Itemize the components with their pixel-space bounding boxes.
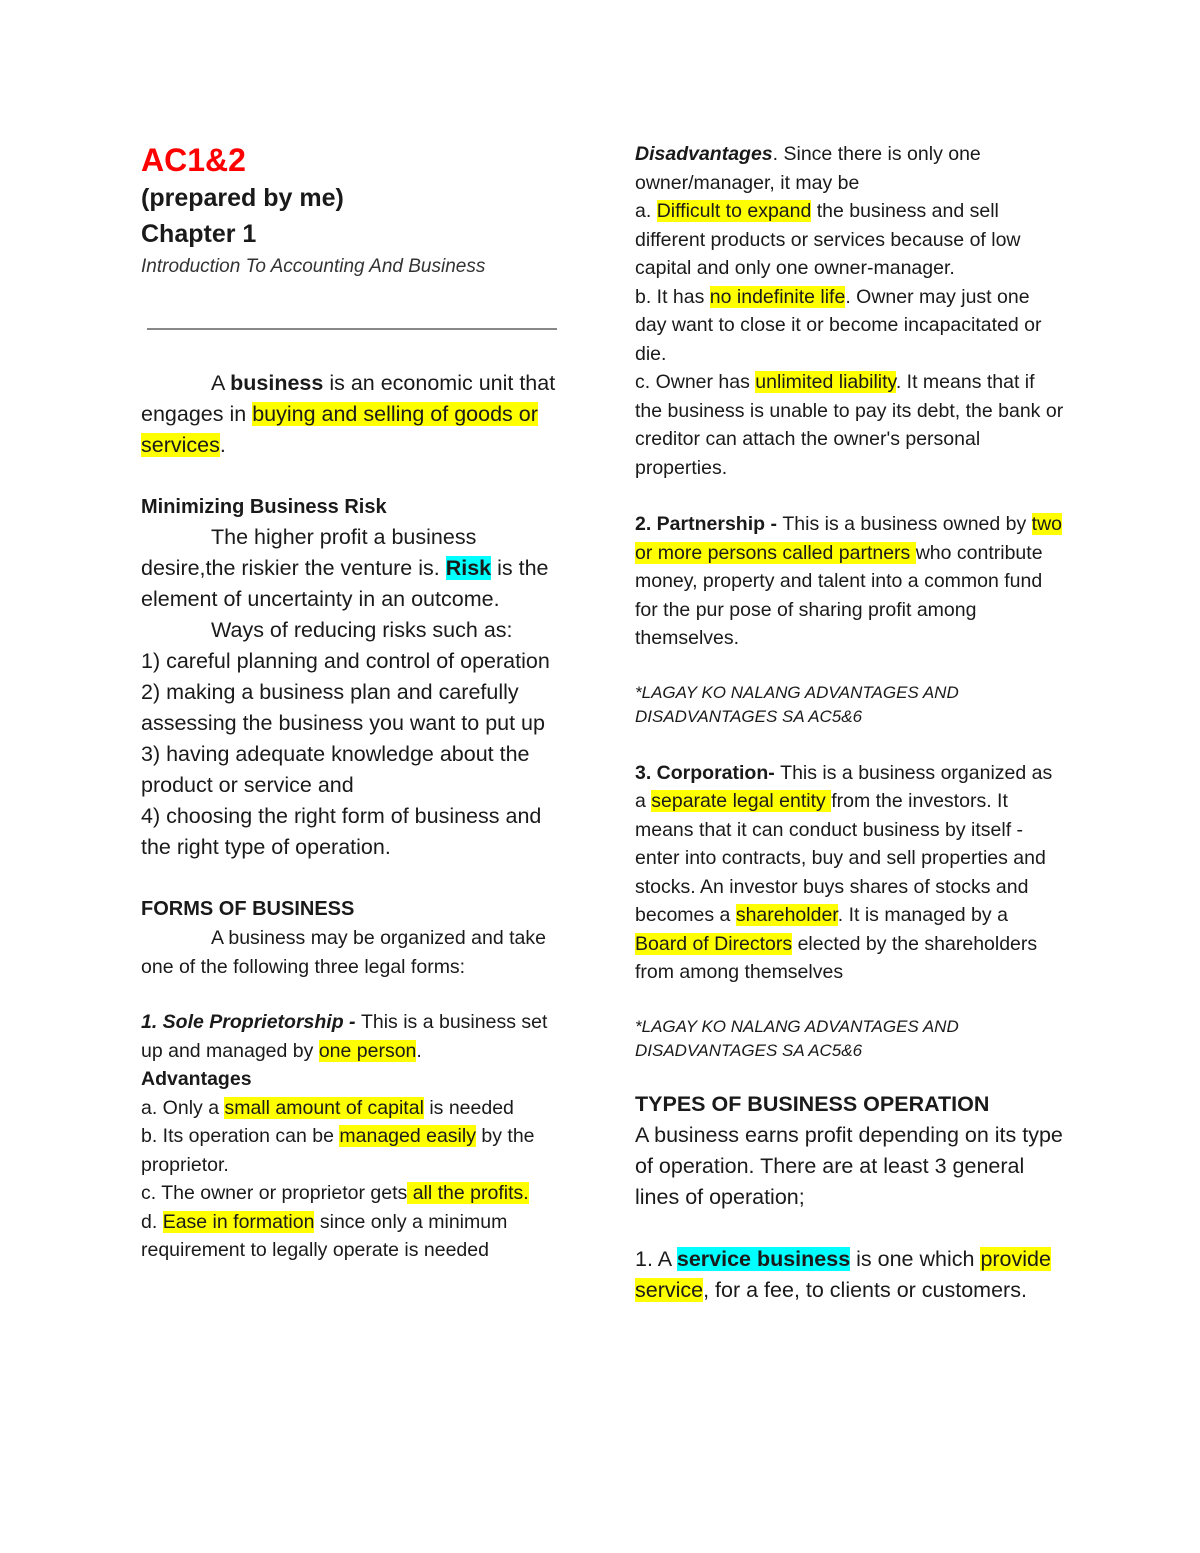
left-column — [141, 140, 566, 1265]
forms-paragraph: A business may be organized and take one of the following three legal forms: — [141, 927, 546, 978]
service-business: 1. A service business is one which provide service, for a fee, to clients or customers. — [635, 1246, 1051, 1302]
partnership: 2. Partnership - This is a business owned by two or more persons called partners who contribute money, property and talent into a common fund for the pur pose of sharing profit among themselves. — [635, 513, 1063, 649]
right-column — [635, 140, 1065, 1306]
advantages-heading: Advantages — [141, 1068, 252, 1090]
advantage-item: b. Its operation can be managed easily by the proprietor. — [141, 1125, 535, 1176]
advantage-item: c. The owner or proprietor gets all the profits. — [141, 1182, 529, 1204]
risk-paragraph: The higher profit a business desire,the riskier the venture is. Risk is the element of uncertainty in an outcome. — [141, 525, 549, 611]
types-heading: TYPES OF BUSINESS OPERATION — [635, 1091, 990, 1116]
way-item: 3) having adequate knowledge about the product or service and — [141, 742, 530, 797]
disadvantages-intro: Disadvantages. Since there is only one owner/manager, it may be — [635, 143, 981, 194]
horizontal-divider — [147, 328, 557, 330]
business-definition: A business is an economic unit that engages in buying and selling of goods or services. — [141, 371, 556, 457]
ways-intro: Ways of reducing risks such as: — [211, 618, 513, 642]
doc-title: AC1&2 — [141, 142, 246, 178]
advantage-item: a. Only a small amount of capital is needed — [141, 1096, 514, 1119]
corporation: 3. Corporation- This is a business organized as a separate legal entity from the investors. It means that it can conduct business by itself - enter into contracts, buy and sell properties and stocks. An investor buys shares of stocks and becomes a shareholder. It is managed by a Board of Directors elected by the shareholders from among themselves — [635, 761, 1053, 983]
advantage-item: d. Ease in formation since only a minimum requirement to legally operate is needed — [141, 1210, 508, 1261]
disadvantage-item: b. It has no indefinite life. Owner may just one day want to close it or become incapacitated or die. — [635, 285, 1042, 365]
prepared-by: (prepared by me) — [141, 184, 344, 212]
risk-heading: Minimizing Business Risk — [141, 496, 387, 518]
chapter-subtitle: Introduction To Accounting And Business — [141, 256, 486, 277]
forms-heading: FORMS OF BUSINESS — [141, 898, 355, 920]
note-partnership: *LAGAY KO NALANG ADVANTAGES AND DISADVANTAGES SA AC5&6 — [635, 682, 959, 726]
way-item: 4) choosing the right form of business and the right type of operation. — [141, 804, 542, 859]
disadvantage-item-cont: capital and only one owner-manager. — [635, 257, 955, 279]
way-item: 1) careful planning and control of operation — [141, 649, 550, 673]
chapter-heading: Chapter 1 — [141, 220, 257, 248]
disadvantage-item: a. Difficult to expand the business and sell different products or services because of low — [635, 200, 1021, 251]
sole-proprietorship: 1. Sole Proprietorship - This is a business set up and managed by one person. — [141, 1011, 548, 1062]
disadvantage-item: c. Owner has unlimited liability. It means that if the business is unable to pay its debt, the bank or creditor can attach the owner's personal properties. — [635, 371, 1064, 479]
way-item: 2) making a business plan and carefully assessing the business you want to put up — [141, 680, 545, 735]
note-corporation: *LAGAY KO NALANG ADVANTAGES AND DISADVANTAGES SA AC5&6 — [635, 1016, 959, 1060]
types-paragraph: A business earns profit depending on its type of operation. There are at least 3 general lines of operation; — [635, 1122, 1063, 1209]
